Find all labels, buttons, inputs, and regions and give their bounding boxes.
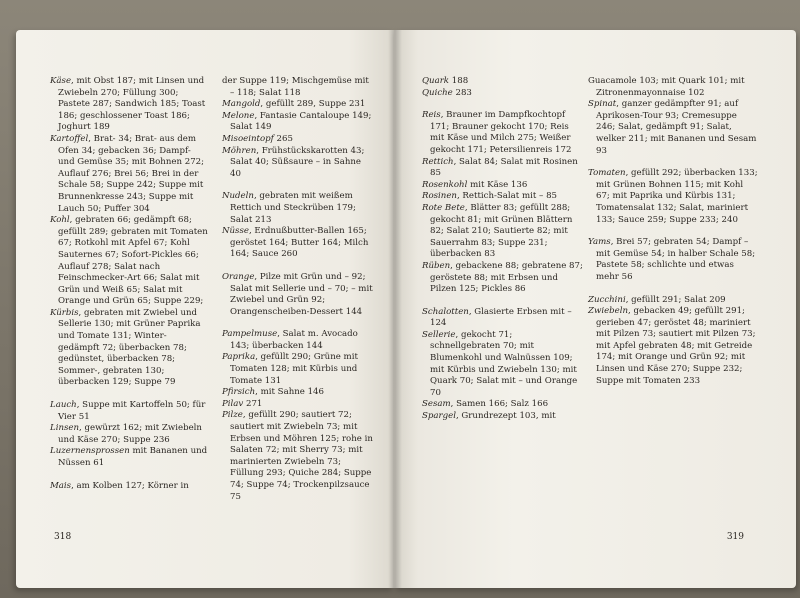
index-entry-head: Pilav — [222, 398, 244, 409]
index-entry — [422, 307, 584, 330]
index-entry — [422, 203, 584, 261]
index-entry-head: Zwiebeln — [588, 306, 629, 317]
index-entry-head: Orange — [222, 271, 255, 282]
index-entry-text: , Brauner im Dampfkochtopf 171; Brauner gekocht 170; Reis mit Käse und Milch 275; Weißer gekocht 171; Petersilienreis 172 — [430, 110, 572, 155]
index-entry-head: Melone — [222, 110, 255, 121]
index-column — [222, 76, 374, 503]
index-entry — [222, 399, 374, 411]
index-entry-text: , gewürzt 162; mit Zwiebeln und Käse 270; Suppe 236 — [58, 423, 202, 445]
index-entry-head: Sesam — [422, 399, 451, 410]
index-column — [50, 76, 210, 492]
index-entry-head: Schalotten — [422, 306, 469, 317]
index-entry-head: Quiche — [422, 87, 453, 98]
index-entry-text: , Glasierte Erbsen mit – 124 — [430, 306, 572, 329]
index-entry-head: Quark — [422, 76, 450, 86]
index-entry-text: , gekocht 71; schnellgebraten 70; mit Blumenkohl und Walnüssen 109; mit Kürbis und Zwiebeln 130; mit Quark 70; Salat mit – und Orange 70 — [430, 329, 578, 398]
index-entry — [222, 191, 374, 226]
index-entry-text: , Brat- 34; Brat- aus dem Ofen 34; gebacken 36; Dampf- und Gemüse 35; mit Bohnen 272; Auflauf 276; Brei 56; Brei in der Schale 58; Suppe 242; Suppe mit Brunnenkresse 243; Suppe mit Lauch 50; Puffer 304 — [58, 133, 205, 214]
index-entry-head: Nüsse — [222, 226, 249, 237]
index-entry-text: , Samen 166; Salz 166 — [450, 399, 549, 410]
index-entry-head: Rettich — [422, 156, 454, 167]
index-entry-text: , gefüllt 291; Salat 209 — [625, 294, 726, 305]
index-entry — [222, 99, 374, 111]
index-entry — [50, 423, 210, 446]
index-entry-text: 271 — [243, 398, 263, 409]
index-column — [422, 76, 584, 423]
index-entry — [222, 272, 374, 318]
index-entry-head: Luzernensprossen — [50, 446, 130, 457]
index-entry — [588, 99, 758, 157]
page-number: 319 — [726, 532, 744, 542]
index-entry — [222, 76, 374, 99]
index-entry-head: Spargel — [422, 411, 456, 422]
index-entry — [422, 261, 584, 296]
index-entry-head: Pampelmuse — [222, 329, 278, 340]
index-entry — [422, 399, 584, 411]
index-entry — [422, 88, 584, 100]
index-entry-text: , gefüllt 289, Suppe 231 — [260, 99, 366, 110]
index-entry-head: Rosinen — [422, 191, 457, 202]
index-entry — [222, 352, 374, 387]
index-entry-head: Spinat — [588, 99, 617, 110]
index-entry-head: Nudeln — [222, 191, 254, 202]
index-entry-text: , Grundrezept 103, mit — [455, 411, 556, 422]
index-entry-text: , gebraten mit weißem Rettich und Steckrüben 179; Salat 213 — [230, 191, 356, 225]
index-entry-text: 283 — [452, 87, 472, 98]
index-entry-text: Guacamole 103; mit Quark 101; mit Zitronenmayonnaise 102 — [588, 76, 745, 98]
index-entry-text: mit Käse 136 — [467, 179, 528, 190]
index-entry — [222, 329, 374, 352]
index-entry — [422, 157, 584, 180]
index-entry-head: Sellerie — [422, 329, 456, 340]
index-entry — [422, 330, 584, 400]
index-entry-text: der Suppe 119; Mischgemüse mit – 118; Salat 118 — [222, 76, 369, 98]
index-entry-head: Pilze — [222, 410, 243, 421]
index-entry — [588, 168, 758, 226]
index-entry-text: 265 — [273, 133, 293, 144]
index-entry-head: Rosenkohl — [422, 179, 468, 190]
left-page — [16, 30, 394, 588]
index-entry — [222, 226, 374, 261]
index-entry-text: , mit Obst 187; mit Linsen und Zwiebeln 270; Füllung 300; Pastete 287; Sandwich 185; Toast 186; geschlossener Toast 186; Joghurt 189 — [58, 76, 206, 133]
index-entry-text: , Salat m. Avocado 143; überbacken 144 — [230, 329, 358, 351]
index-entry — [50, 215, 210, 308]
index-entry-head: Kürbis — [50, 307, 79, 318]
index-entry-head: Käse — [50, 76, 72, 86]
index-entry-head: Linsen — [50, 423, 80, 434]
index-entry-text: 188 — [449, 76, 469, 86]
index-entry — [50, 481, 210, 493]
index-entry-text: , Erdnußbutter-Ballen 165; geröstet 164; Butter 164; Milch 164; Sauce 260 — [230, 226, 369, 260]
index-entry-head: Rüben — [422, 260, 451, 271]
index-entry-head: Paprika — [222, 352, 256, 363]
index-entry-head: Misoeintopf — [222, 133, 274, 144]
index-entry — [50, 134, 210, 215]
index-entry — [422, 411, 584, 423]
index-entry-head: Kohl — [50, 215, 70, 226]
index-entry-text: , Brei 57; gebraten 54; Dampf – mit Gemüse 54; in halber Schale 58; Pastete 58; schlichte und etwas mehr 56 — [596, 237, 756, 282]
right-page — [394, 30, 796, 588]
index-entry — [422, 180, 584, 192]
index-entry — [422, 76, 584, 88]
index-entry — [222, 134, 374, 146]
index-entry-text: , Frühstückskarotten 43; Salat 40; Süßsaure – in Sahne 40 — [230, 145, 365, 179]
index-entry-text: , Suppe mit Kartoffeln 50; für Vier 51 — [58, 400, 206, 422]
index-entry — [222, 146, 374, 181]
index-entry-text: , gebackene 88; gebratene 87; geröstete 88; mit Erbsen und Pilzen 125; Pickles 86 — [430, 260, 583, 295]
index-entry-text: , gebacken 49; gefüllt 291; gerieben 47; geröstet 48; mariniert mit Pilzen 73; sautiert mit Pilzen 73; mit Apfel gebraten 48; mit Getreide 174; mit Orange und Grün 92; mit Linsen und Käse 270; Suppe 232; Suppe mit Tomaten 233 — [596, 306, 756, 386]
index-entry — [222, 410, 374, 503]
index-entry — [50, 308, 210, 389]
index-entry — [222, 111, 374, 134]
index-entry-text: , Fantasie Cantaloupe 149; Salat 149 — [230, 110, 372, 133]
index-entry-text: , ganzer gedämpfter 91; auf Aprikosen-Tour 93; Cremesuppe 246; Salat, gedämpft 91; Salat, welker 211; mit Bananen und Sesam 93 — [596, 99, 757, 156]
index-entry — [588, 295, 758, 307]
index-entry-text: , Rettich-Salat mit – 85 — [456, 191, 558, 202]
open-book — [16, 30, 796, 588]
index-entry — [50, 76, 210, 134]
index-entry — [588, 76, 758, 99]
index-entry-head: Yams — [588, 237, 611, 248]
index-entry-head: Mais — [50, 480, 72, 491]
index-entry-text: , gefüllt 290; Grüne mit Tomaten 128; mit Kürbis und Tomate 131 — [230, 352, 358, 386]
index-column — [588, 76, 758, 387]
index-entry-text: , Pilze mit Grün und – 92; Salat mit Sellerie und – 70; – mit Zwiebel und Grün 92; Orangenscheiben-Dessert 144 — [230, 271, 373, 317]
page-number: 318 — [54, 532, 72, 542]
index-entry-text: , Blätter 83; gefüllt 288; gekocht 81; mit Grünen Blättern 82; Salat 210; Sautierte 82; mit Sauerrahm 83; Suppe 231; überbacken 83 — [430, 202, 573, 260]
index-entry-text: , am Kolben 127; Körner in — [71, 480, 189, 491]
index-entry-text: mit Bananen und Nüssen 61 — [58, 446, 208, 468]
index-entry-text: , gebraten mit Zwiebel und Sellerie 130; mit Grüner Paprika und Tomate 131; Winter- gedämpft 72; überbacken 78; gedünstet, überbacken 78; Sommer-, gebraten 130; überbacken 129; Suppe 79 — [58, 307, 201, 388]
index-entry-text: , gefüllt 292; überbacken 133; mit Grünen Bohnen 115; mit Kohl 67; mit Paprika und Kürbis 131; Tomatensalat 132; Salat, mariniert 133; Sauce 259; Suppe 233; 240 — [596, 168, 758, 225]
index-entry-head: Reis — [422, 110, 441, 121]
index-entry — [222, 387, 374, 399]
index-entry-text: , gebraten 66; gedämpft 68; gefüllt 289; gebraten mit Tomaten 67; Rotkohl mit Apfel 67; Kohl Sauternes 67; Sofort-Pickles 66; Auflauf 278; Salat nach Feinschmecker-Art 66; Salat mit Grün und Weiß 65; Salat mit Orange und Grün 65; Suppe 229; — [58, 215, 208, 307]
index-entry-text: , Salat 84; Salat mit Rosinen 85 — [430, 156, 578, 179]
index-entry — [50, 400, 210, 423]
index-entry — [50, 446, 210, 469]
index-entry — [422, 191, 584, 203]
index-entry-head: Tomaten — [588, 168, 626, 179]
index-entry-head: Rote Bete — [422, 202, 465, 213]
index-entry-head: Zucchini — [588, 294, 626, 305]
index-entry-text: , gefüllt 290; sautiert 72; sautiert mit Zwiebeln 73; mit Erbsen und Möhren 125; rohe in Salaten 72; mit Sherry 73; mit marinierten Zwiebeln 73; Füllung 293; Quiche 284; Suppe 74; Suppe 74; Trockenpilzsauce 75 — [230, 410, 373, 502]
index-entry — [588, 306, 758, 387]
index-entry-text: , mit Sahne 146 — [255, 387, 324, 398]
index-entry-head: Kartoffel — [50, 133, 89, 144]
index-entry-head: Pfirsich — [222, 387, 256, 398]
index-entry-head: Lauch — [50, 400, 77, 411]
index-entry — [588, 237, 758, 283]
index-entry — [422, 110, 584, 156]
index-entry-head: Möhren — [222, 145, 257, 156]
index-entry-head: Mangold — [222, 99, 261, 110]
